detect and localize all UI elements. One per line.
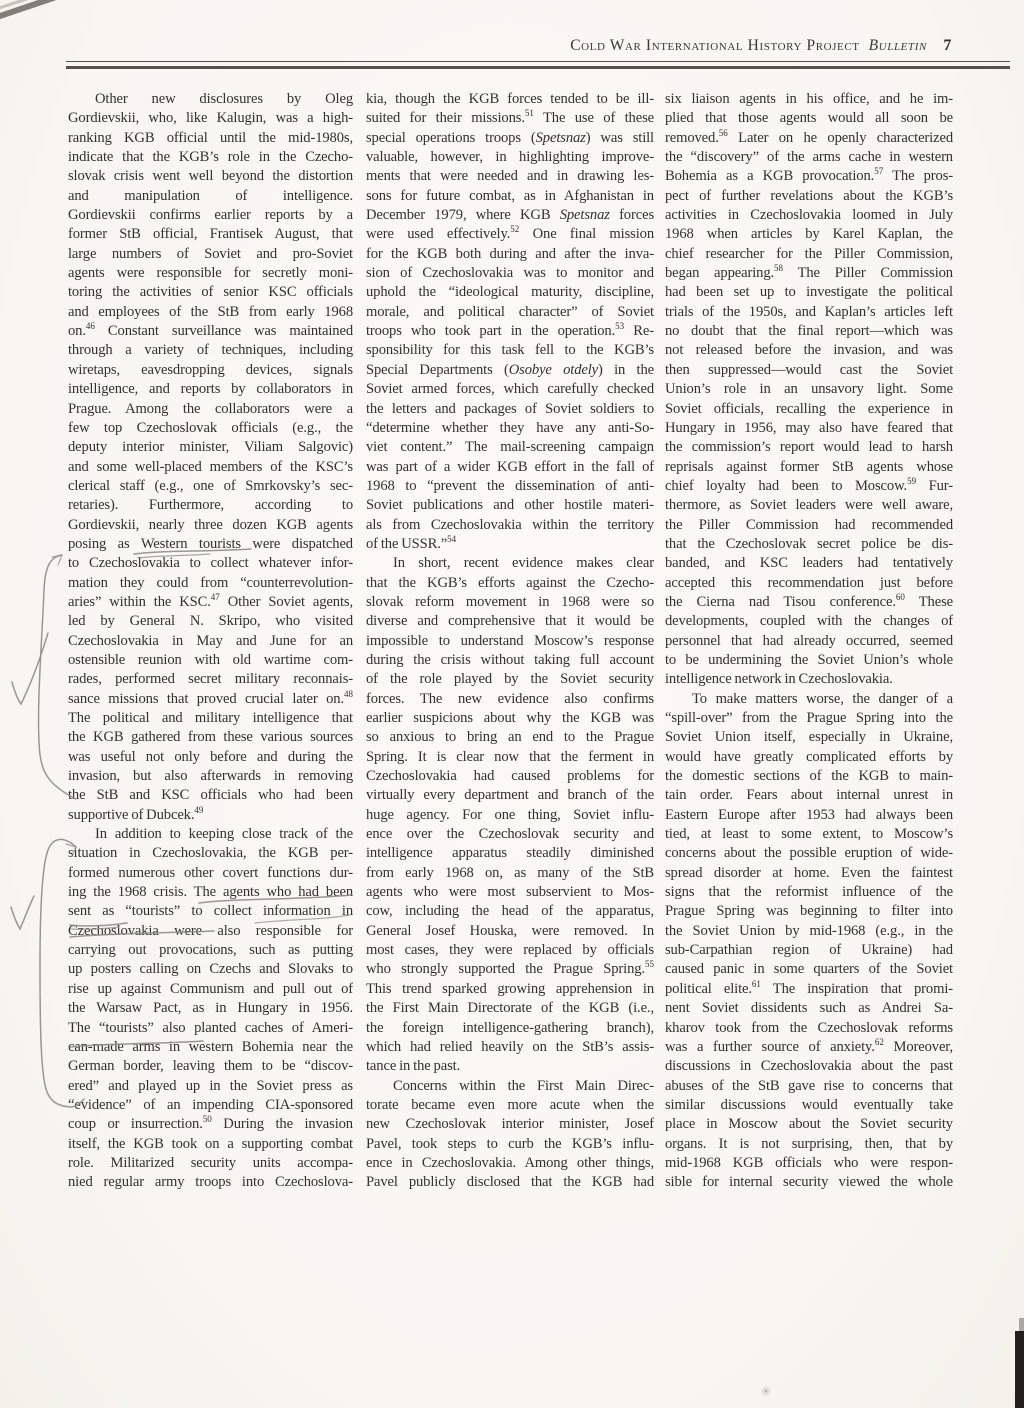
text-line: retaries). Furthermore, according to bbox=[68, 497, 353, 514]
text-line: viet content.” The mail-screening campaign bbox=[366, 439, 654, 456]
text-line: political elite.$^{61}$ The inspiration that promi- bbox=[665, 979, 953, 997]
text-line: Czechoslovakia were also responsible for bbox=[68, 922, 353, 939]
text-line: six liaison agents in his office, and he im- bbox=[665, 91, 953, 107]
text-line: rise up against Communism and pull out of bbox=[68, 980, 353, 997]
text-line: Soviet publications and other hostile materi- bbox=[366, 497, 654, 514]
page-number: 7 bbox=[943, 37, 952, 54]
text-line: ered” and played up in the Soviet press as bbox=[68, 1077, 353, 1094]
text-line: impossible to understand Moscow’s response bbox=[366, 632, 654, 649]
text-line: the Soviet Union by mid-1968 (e.g., in the bbox=[665, 922, 953, 939]
text-line: Concerns within the First Main Direc- bbox=[393, 1077, 654, 1094]
text-line: activities in Czechoslovakia loomed in July bbox=[665, 207, 953, 224]
text-line: which had relied heavily on the StB’s assis- bbox=[366, 1038, 654, 1055]
text-line: sion of Czechoslovakia was to monitor and bbox=[366, 265, 654, 282]
text-line: mid-1968 KGB officials who were respon- bbox=[665, 1154, 953, 1171]
text-line: had been set up to investigate the political bbox=[665, 284, 953, 301]
text-line: of the USSR.”$^{54}$ bbox=[366, 534, 457, 552]
checkmark-upper bbox=[12, 633, 48, 704]
text-line: Eastern Europe after 1953 had always been bbox=[665, 806, 953, 823]
text-line: sent as “tourists” to collect information in bbox=[68, 903, 353, 920]
text-line: kharov took from the Czechoslovak reforms bbox=[665, 1019, 953, 1036]
text-line: to Czechoslovakia to collect whatever infor- bbox=[68, 555, 353, 572]
text-line: for the KGB both during and after the inva- bbox=[366, 245, 654, 262]
text-line: new Czechoslovak interior minister, Josef bbox=[366, 1116, 654, 1133]
text-line: ranking KGB official until the mid-1980s, bbox=[68, 129, 353, 146]
text-line: the Cierna nad Tisou conference.$^{60}$ These bbox=[665, 592, 953, 610]
text-line: ence in Czechoslovakia. Among other things, bbox=[366, 1154, 654, 1171]
text-line: signs that the reformist influence of the bbox=[665, 884, 953, 901]
text-line: caused panic in some quarters of the Soviet bbox=[665, 961, 953, 978]
text-line: The “tourists” also planted caches of Ameri- bbox=[68, 1019, 353, 1036]
text-line: als from Czechoslovakia within the territory bbox=[366, 516, 654, 533]
text-line: not released before the invasion, and was bbox=[665, 342, 953, 359]
text-line: sub-Carpathian region of Ukraine) had bbox=[665, 942, 953, 959]
text-line: Pavel publicly disclosed that the KGB had bbox=[366, 1174, 654, 1191]
text-line: ments that were needed and in drawing les- bbox=[366, 168, 654, 185]
text-line: removed.$^{56}$ Later on he openly characterized bbox=[665, 128, 953, 146]
text-line: 1968 when articles by Karel Kaplan, the bbox=[665, 226, 953, 243]
text-line: In short, recent evidence makes clear bbox=[393, 555, 654, 572]
text-line: Special Departments (Osobye otdely) in the bbox=[366, 361, 654, 378]
text-line: virtually every department and branch of the bbox=[366, 787, 654, 804]
checkmark-lower bbox=[11, 896, 34, 929]
text-line: plied that those agents would all soon be bbox=[665, 110, 953, 127]
text-line: that the KGB’s efforts against the Czecho- bbox=[366, 574, 654, 591]
text-line: Gordievskii, nearly three dozen KGB agents bbox=[68, 516, 353, 533]
text-line: were used effectively.$^{52}$ One final mission bbox=[366, 225, 654, 243]
text-line: aries” within the KSC.$^{47}$ Other Soviet agents, bbox=[68, 592, 353, 610]
text-line: Prague. Among the collaborators were a bbox=[68, 400, 353, 417]
text-line: no doubt that the final report—which was bbox=[665, 323, 953, 340]
text-line: Pavel, took steps to curb the KGB’s influ- bbox=[366, 1135, 654, 1152]
text-line: on.$^{46}$ Constant surveillance was maintained bbox=[68, 322, 353, 340]
text-line: concerns about the possible eruption of wide- bbox=[665, 845, 953, 862]
text-line: sponsibility for this task fell to the KGB’s bbox=[366, 342, 654, 359]
scan-smudge bbox=[762, 1387, 771, 1396]
text-column-3 bbox=[665, 90, 953, 1193]
text-line: troops who took part in the operation.$^{53}$ Re- bbox=[366, 322, 654, 340]
text-line: chief loyalty had been to Moscow.$^{59}$ Fur- bbox=[665, 476, 953, 494]
text-line: sons for future combat, as in Afghanistan in bbox=[366, 187, 654, 204]
text-line: so anxious to bring an end to the Prague bbox=[366, 729, 654, 746]
text-line: few top Czechoslovak officials (e.g., the bbox=[68, 419, 353, 436]
text-line: up posters calling on Czechs and Slovaks to bbox=[68, 961, 353, 978]
text-line: supportive of Dubcek.$^{49}$ bbox=[68, 805, 204, 823]
text-line: coup or insurrection.$^{50}$ During the invasion bbox=[68, 1115, 353, 1133]
text-line: sible for internal security viewed the whole bbox=[665, 1174, 953, 1191]
text-line: slovak crisis went well beyond the distortion bbox=[68, 168, 353, 185]
text-line: General Josef Houska, were removed. In bbox=[366, 922, 654, 939]
text-line: rades, performed secret military reconnais- bbox=[68, 671, 353, 688]
text-line: the KGB gathered from these various sources bbox=[68, 729, 353, 746]
text-line: place in Moscow about the Soviet security bbox=[665, 1116, 953, 1133]
text-line: thermore, as Soviet leaders were well aware, bbox=[665, 497, 953, 514]
text-line: the Warsaw Pact, as in Hungary in 1956. bbox=[68, 1000, 353, 1017]
text-line: was a further source of anxiety.$^{62}$ Moreover, bbox=[665, 1037, 953, 1055]
text-line: 1968 to “prevent the dissemination of anti- bbox=[366, 477, 654, 494]
text-line: personnel that had already occurred, seemed bbox=[665, 632, 953, 649]
text-line: who strongly supported the Prague Spring.$^{55}$ bbox=[366, 960, 654, 978]
text-line: and manipulation of intelligence. bbox=[68, 187, 353, 204]
text-line: began appearing.$^{58}$ The Piller Commission bbox=[665, 264, 953, 282]
text-line: pect of further revelations about the KGB’s bbox=[665, 187, 953, 204]
text-line: Other new disclosures by Oleg bbox=[95, 91, 353, 107]
text-line: wiretaps, eavesdropping devices, signals bbox=[68, 361, 353, 378]
text-line: Czechoslovakia had caused problems for bbox=[366, 768, 654, 785]
text-line: large numbers of Soviet and pro-Soviet bbox=[68, 245, 353, 262]
text-line: former StB official, Frantisek August, that bbox=[68, 226, 353, 243]
text-line: “determine whether they have any anti-So- bbox=[366, 419, 654, 436]
text-line: cow, including the head of the apparatus, bbox=[366, 903, 654, 920]
text-column-2 bbox=[366, 90, 654, 1193]
text-line: can-made arms in western Bohemia near the bbox=[68, 1038, 353, 1055]
text-line: Bohemia as a KGB provocation.$^{57}$ The pros- bbox=[665, 167, 953, 185]
text-line: and employees of the StB from early 1968 bbox=[68, 303, 353, 320]
scan-corner-shadow bbox=[0, 0, 62, 17]
text-line: to be undermining the Soviet Union’s whole bbox=[665, 651, 953, 668]
text-line: abuses of the StB gave rise to concerns that bbox=[665, 1077, 953, 1094]
text-line: nent Soviet dissidents such as Andrei Sa- bbox=[665, 1000, 953, 1017]
text-line: “spill-over” from the Prague Spring into the bbox=[665, 710, 953, 726]
text-line: Czechoslovakia in May and June for an bbox=[68, 632, 353, 649]
text-line: Soviet Union itself, especially in Ukraine, bbox=[665, 729, 953, 746]
text-line: accepted this recommendation just before bbox=[665, 574, 953, 591]
text-line: carrying out provocations, such as putting bbox=[68, 942, 353, 959]
header-rule-thick bbox=[66, 66, 1010, 69]
text-line: The political and military intelligence that bbox=[68, 710, 353, 726]
text-line: tied, at least to some extent, to Moscow’s bbox=[665, 826, 953, 843]
text-line: mation they could from “counterrevolution- bbox=[68, 574, 353, 591]
text-line: reprisals against former StB agents whose bbox=[665, 458, 953, 475]
text-column-1 bbox=[68, 90, 353, 1193]
text-line: Hungary in 1956, may also have feared that bbox=[665, 419, 953, 436]
text-line: invasion, but also afterwards in removing bbox=[68, 768, 353, 785]
text-line: morale, and political character” of Soviet bbox=[366, 303, 654, 320]
running-head bbox=[570, 37, 952, 55]
scan-corner-shadow-soft bbox=[0, 0, 42, 9]
text-line: diverse and comprehensive that it would be bbox=[366, 613, 654, 630]
text-line: agents were responsible for secretly moni- bbox=[68, 265, 353, 282]
text-line: tain order. Fears about internal unrest in bbox=[665, 787, 953, 804]
text-line: In addition to keeping close track of the bbox=[95, 826, 353, 843]
text-line: Union’s role in an unsavory light. Some bbox=[665, 381, 953, 398]
text-line: suited for their missions.$^{51}$ The use of these bbox=[366, 109, 654, 127]
header-rule-thin bbox=[66, 61, 1010, 62]
text-line: intelligence, and reports by collaborators in bbox=[68, 381, 353, 398]
text-line: Gordievskii, who, like Kalugin, was a high- bbox=[68, 110, 353, 127]
text-line: developments, coupled with the changes of bbox=[665, 613, 953, 630]
text-line: and some well-placed members of the KSC’s bbox=[68, 458, 353, 475]
text-line: agents who were most subservient to Mos- bbox=[366, 884, 654, 901]
text-line: the commission’s report would lead to harsh bbox=[665, 439, 953, 456]
text-line: uphold the “ideological maturity, discipline, bbox=[366, 284, 654, 301]
text-line: from early 1968 on, as many of the StB bbox=[366, 864, 654, 881]
margin-bracket-upper-arrowhead bbox=[52, 555, 62, 565]
text-line: torate became even more acute when the bbox=[366, 1096, 654, 1113]
text-line: posing as Western tourists were dispatched bbox=[68, 535, 353, 552]
text-line: the “discovery” of the arms cache in western bbox=[665, 149, 953, 166]
text-line: Soviet armed forces, which carefully checked bbox=[366, 381, 654, 398]
text-line: role. Militarized security units accompa- bbox=[68, 1154, 353, 1171]
text-line: Gordievskii confirms earlier reports by a bbox=[68, 207, 353, 224]
text-line: Soviet officials, recalling the experience in bbox=[665, 400, 953, 417]
scan-edge-strip bbox=[1015, 1331, 1024, 1408]
scan-smudge-dot bbox=[765, 1390, 768, 1393]
text-line: was part of a wider KGB effort in the fall of bbox=[366, 458, 654, 475]
text-line: This trend sparked growing apprehension in bbox=[366, 980, 654, 997]
text-line: December 1979, where KGB Spetsnaz forces bbox=[366, 207, 654, 224]
text-line: the domestic sections of the KGB to main- bbox=[665, 768, 953, 785]
text-line: discussions in Czechoslovakia about the past bbox=[665, 1058, 953, 1075]
text-line: huge agency. For one thing, Soviet influ- bbox=[366, 806, 654, 823]
text-line: the Piller Commission had recommended bbox=[665, 516, 953, 533]
journal-title-bulletin: Bulletin bbox=[868, 37, 927, 54]
text-line: indicate that the KGB’s role in the Czecho- bbox=[68, 149, 353, 166]
text-line: itself, the KGB took on a supporting combat bbox=[68, 1135, 353, 1152]
text-line: through a variety of techniques, including bbox=[68, 342, 353, 359]
text-line: during the crisis without taking full account bbox=[366, 651, 654, 668]
text-line: nied regular army troops into Czechoslova- bbox=[68, 1174, 353, 1191]
text-line: earlier suspicions about why the KGB was bbox=[366, 710, 654, 726]
text-line: slovak reform movement in 1968 were so bbox=[366, 593, 654, 610]
text-line: most cases, they were replaced by officials bbox=[366, 942, 654, 959]
text-line: sance missions that proved crucial later on.$^{48}$ bbox=[68, 689, 353, 707]
text-line: the StB and KSC officials who had been bbox=[68, 787, 353, 804]
text-line: that the Czechoslovak secret police be dis- bbox=[665, 535, 953, 552]
text-line: formed numerous other covert functions dur- bbox=[68, 864, 353, 881]
text-line: intelligence network in Czechoslovakia. bbox=[665, 671, 893, 688]
text-line: ostensible reunion with old wartime com- bbox=[68, 651, 353, 668]
scan-edge-fade bbox=[1019, 1318, 1024, 1334]
text-line: deputy interior minister, Viliam Salgovic) bbox=[68, 439, 353, 456]
text-line: To make matters worse, the danger of a bbox=[692, 690, 953, 707]
text-line: German border, leaving them to be “discov- bbox=[68, 1058, 353, 1075]
text-line: the First Main Directorate of the KGB (i.e., bbox=[366, 1000, 654, 1017]
text-line: ing the 1968 crisis. The agents who had been bbox=[68, 884, 353, 901]
text-line: Spring. It is clear now that the ferment in bbox=[366, 748, 654, 765]
text-line: the foreign intelligence-gathering branch), bbox=[366, 1019, 654, 1036]
text-line: was useful not only before and during the bbox=[68, 748, 353, 765]
text-line: forces. The new evidence also confirms bbox=[366, 690, 654, 707]
text-line: valuable, however, in highlighting improve- bbox=[366, 149, 654, 166]
text-line: chief researcher for the Piller Commission, bbox=[665, 245, 953, 262]
text-line: spread disorder at home. Even the faintest bbox=[665, 864, 953, 881]
text-line: of the role played by the Soviet security bbox=[366, 671, 654, 688]
text-line: ence over the Czechoslovak security and bbox=[366, 826, 654, 843]
text-line: kia, though the KGB forces tended to be ill- bbox=[366, 91, 654, 107]
text-line: toring the activities of senior KSC officials bbox=[68, 284, 353, 301]
text-line: similar discussions would eventually take bbox=[665, 1096, 953, 1113]
text-line: organs. It is not surprising, then, that by bbox=[665, 1135, 953, 1152]
text-line: intelligence apparatus steadily diminished bbox=[366, 845, 654, 862]
text-line: then suppressed—would cast the Soviet bbox=[665, 361, 953, 378]
text-line: led by General N. Skripo, who visited bbox=[68, 613, 353, 630]
text-line: situation in Czechoslovakia, the KGB per- bbox=[68, 845, 353, 862]
text-line: trials of the 1950s, and Kaplan’s articles left bbox=[665, 303, 953, 320]
text-line: special operations troops (Spetsnaz) was still bbox=[366, 129, 654, 146]
journal-title: Cold War International History Project bbox=[570, 37, 860, 54]
text-line: the letters and packages of Soviet soldiers to bbox=[366, 400, 654, 417]
text-line: banded, and KSC leaders had tentatively bbox=[665, 555, 953, 572]
text-line: would have greatly complicated efforts by bbox=[665, 748, 953, 765]
text-line: tance in the past. bbox=[366, 1058, 461, 1075]
text-line: clerical staff (e.g., one of Smrkovsky’s sec- bbox=[68, 477, 353, 494]
text-line: “evidence” of an impending CIA-sponsored bbox=[68, 1096, 353, 1113]
text-line: Prague Spring was beginning to filter into bbox=[665, 903, 953, 920]
